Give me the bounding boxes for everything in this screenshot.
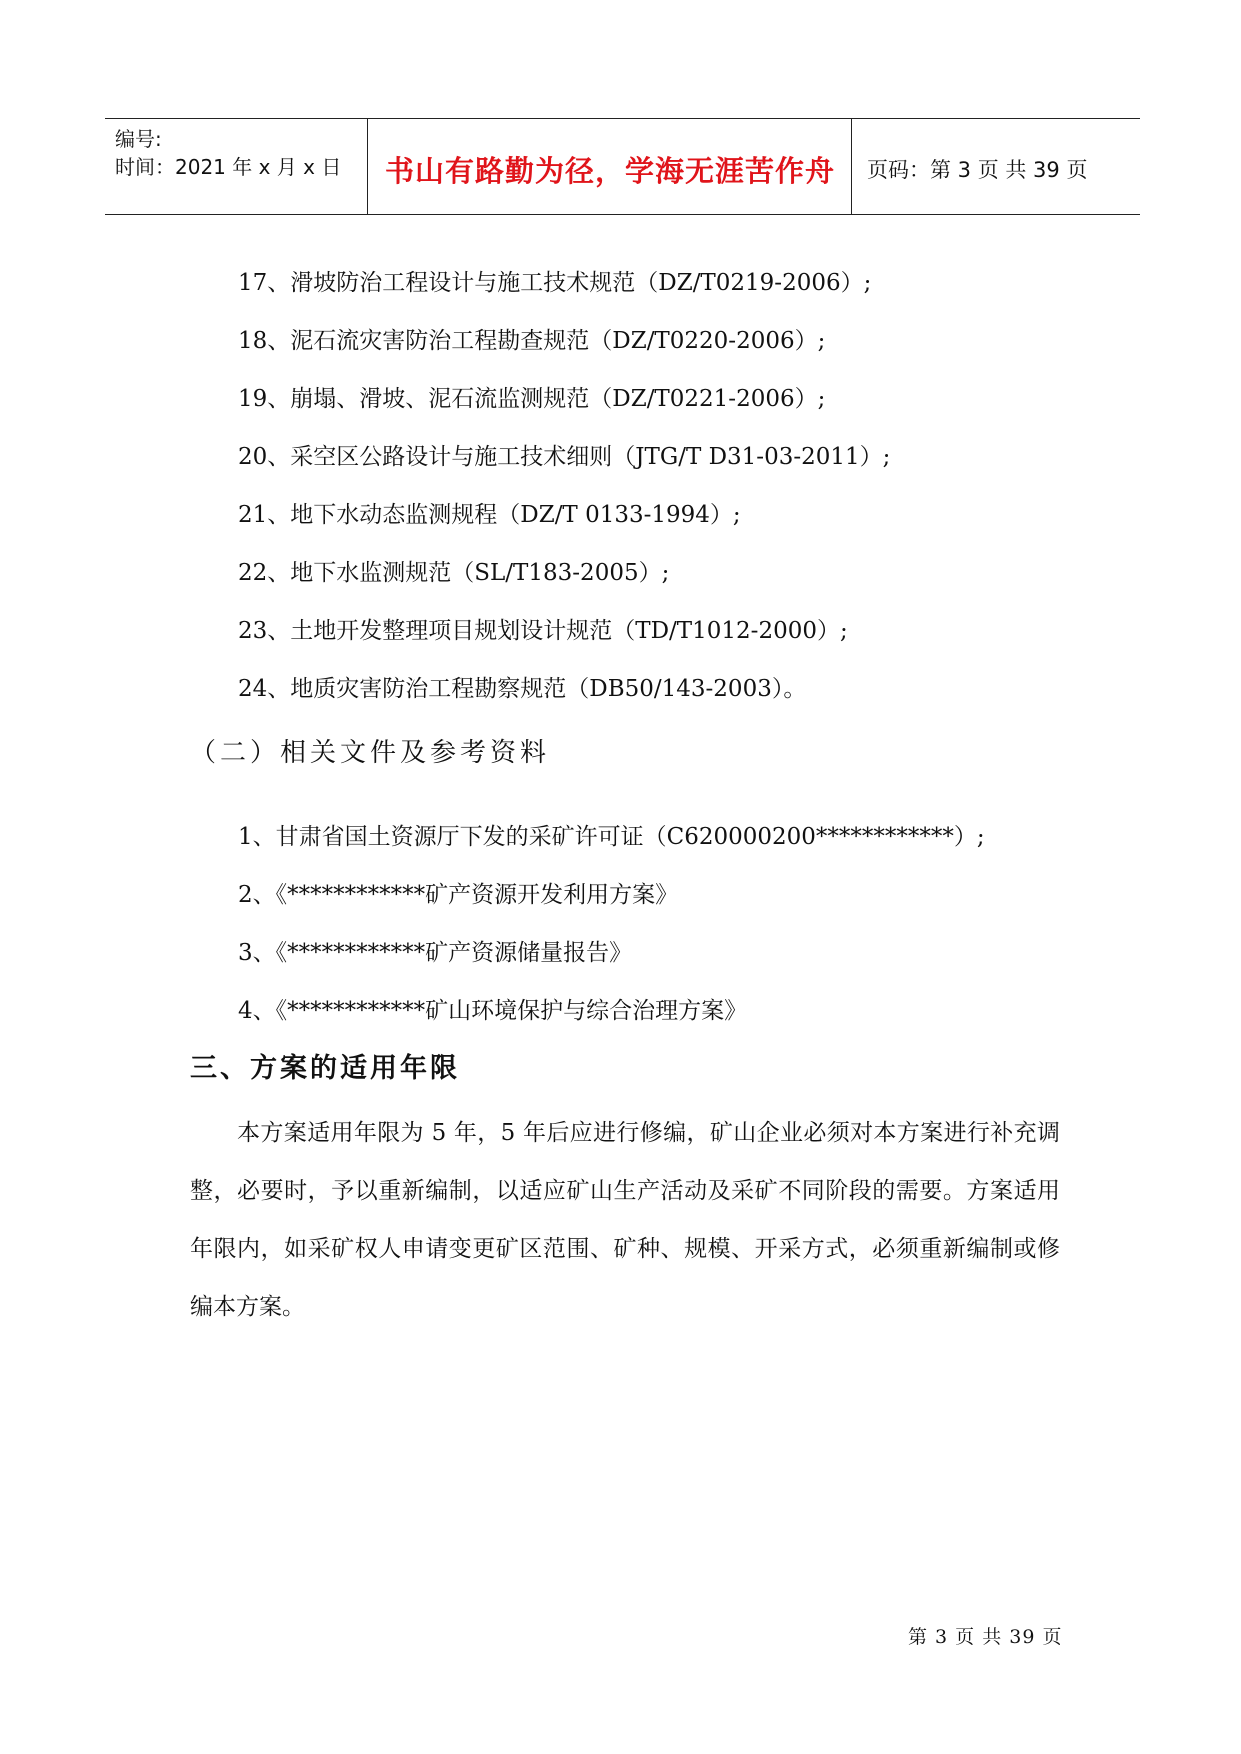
standard-item: 20、采空区公路设计与施工技术细则（JTG/T D31-03-2011）;: [238, 444, 891, 470]
header-motto-cell: [369, 119, 852, 214]
standard-item: 22、地下水监测规范（SL/T183-2005）;: [238, 560, 670, 586]
subsection-title: （二）相关文件及参考资料: [190, 738, 551, 768]
serial-label: 编号:: [115, 127, 162, 151]
reference-item: 2、《************矿产资源开发利用方案》: [238, 882, 679, 908]
motto: 书山有路勤为径，学海无涯苦作舟: [384, 154, 835, 188]
section-title: 三、方案的适用年限: [190, 1053, 460, 1084]
standard-item: 17、滑坡防治工程设计与施工技术规范（DZ/T0219-2006）;: [238, 270, 872, 296]
standard-item: 21、地下水动态监测规程（DZ/T 0133-1994）;: [238, 502, 741, 528]
header-left-cell: [105, 119, 368, 214]
page-footer: 第 3 页 共 39 页: [908, 1626, 1063, 1648]
reference-item: 4、《************矿山环境保护与综合治理方案》: [238, 998, 748, 1024]
header-page-info: 页码：第 3 页 共 39 页: [867, 158, 1088, 182]
page-header: [105, 118, 1140, 215]
standard-item: 23、土地开发整理项目规划设计规范（TD/T1012-2000）;: [238, 618, 848, 644]
body-paragraph: 本方案适用年限为 5 年，5 年后应进行修编，矿山企业必须对本方案进行补充调整，必要时，予以重新编制，以适应矿山生产活动及采矿不同阶段的需要。方案适用年限内，如采矿权人申请变更矿区范围、矿种、规模、开采方式，必须重新编制或修编本方案。: [190, 1120, 1060, 1320]
reference-item: 1、甘肃省国土资源厅下发的采矿许可证（C620000200************）;: [238, 824, 985, 850]
standard-item: 18、泥石流灾害防治工程勘查规范（DZ/T0220-2006）;: [238, 328, 826, 354]
header-page-cell: [853, 119, 1140, 214]
standard-item: 19、崩塌、滑坡、泥石流监测规范（DZ/T0221-2006）;: [238, 386, 826, 412]
reference-item: 3、《************矿产资源储量报告》: [238, 940, 633, 966]
time-label: 时间：2021 年 x 月 x 日: [115, 155, 342, 179]
standard-item: 24、地质灾害防治工程勘察规范（DB50/143-2003）。: [238, 676, 807, 702]
